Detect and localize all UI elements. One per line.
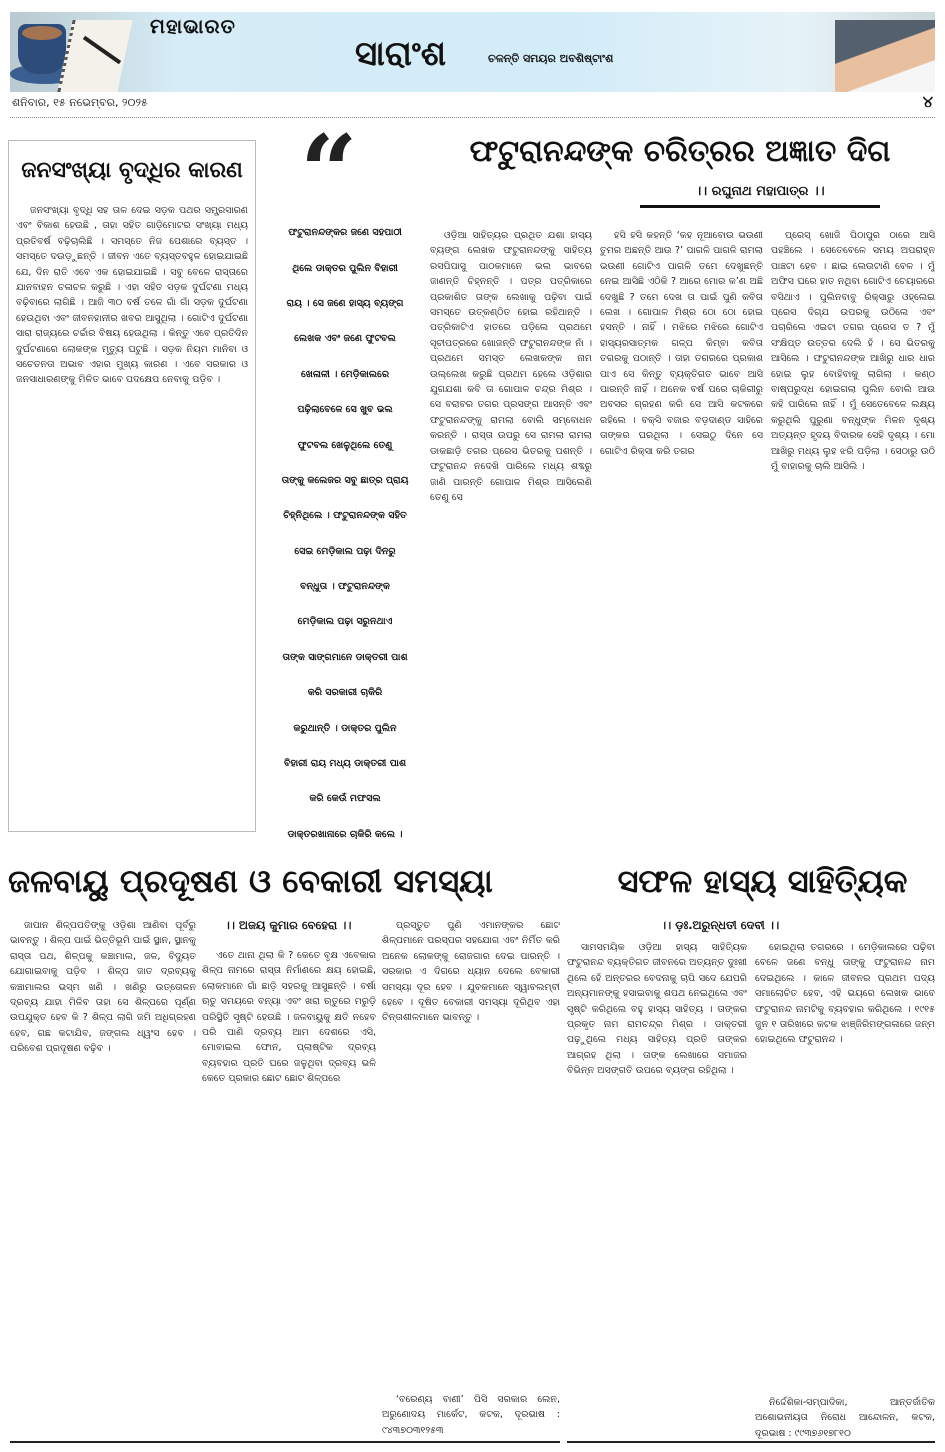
pull-quote-line: ଥିଲେ ଡାକ୍ତର ପୁଲିନ ବିହାରୀ — [292, 262, 398, 274]
divider — [10, 117, 935, 118]
bottom-right-headline: ସଫଳ ହାସ୍ୟ ସାହିତ୍ୟିକ — [617, 862, 908, 900]
bottom-left-column-2: ଏତେ ଥାନା ଥିଲା କି ? କେତେ ବୃକ୍ଷ ଏବେକାର ଶିଳ୍ପ ନାମରେ ରାସ୍ତା ନିର୍ମାଣରେ କ୍ଷୟ ହୋଇଛି, ଲୋକମାନେ ଗାଁ ଛାଡ଼ି ସହରକୁ ଆସୁଛନ୍ତି । ବର୍ଷା ଋତୁ ସମୟରେ ବନ୍ୟା ଏବଂ ଖରା ଋତୁରେ ମରୁଡ଼ି ପରିସ୍ଥିତି ସୃଷ୍ଟି ହେଉଛି । ଜଳବାୟୁକୁ କ୍ଷତି ନହେବ ପରି ପାଣି ଦ୍ରବ୍ୟ ଆମ ଦେଶରେ ଏସି, ମୋବାଇଲ ଫୋନ, ପ୍ଲାଷ୍ଟିକ ଦ୍ରବ୍ୟ ବ୍ୟବହାର ପ୍ରତି ଘରେ ଜଳୁଥିବା ଦ୍ରବ୍ୟ ଭଳି କେତେ ପ୍ରକାର ଛୋଟ ଛୋଟ ଶିଳ୍ପରେ — [202, 950, 376, 1085]
main-article-byline: ।। ରଘୁନାଥ ମହାପାତ୍ର ।। — [640, 184, 880, 208]
pull-quote-line: ଫୁଟବଲ ଖେଳୁଥିଲେ ତେଣୁ — [297, 439, 393, 451]
bottom-right-column-2: ହୋଇଥିଲା ତଗରରେ । ମେଡ଼ିକାଲରେ ପଢ଼ିବା ବେଳେ ଜଣେ ବନ୍ଧୁ ତାଙ୍କୁ ଫଟୁରାନନ୍ଦ ନାମ ଦେଇଥିଲେ । କାଳେ ଜୀବନର ପ୍ରଥମ ପଦ୍ୟ ସମାଲୋଚିତ ହେବ, ଏହି ଭୟରେ ଲେଖକ ଭାବେ ଫଟୁରାନନ୍ଦ ନାମଟିକୁ ବ୍ୟବହାର କରିଥିଲେ । ୧୯୧୫ ଜୁନ ୧ ତାରିଖରେ କଟକ ଝାଞ୍ଜିରିମଙ୍ଗଳାରେ ଜନ୍ମ ହୋଇଥିଲେ ଫଟୁରାନନ୍ଦ । — [755, 942, 935, 1046]
pull-quote-line: ବନ୍ଧୁତା । ଫଟୁରାନନ୍ଦଙ୍କ — [300, 581, 390, 593]
main-article-column-3: ପ୍ରେସ୍ ଖୋଜି ପିଠାପୁର ଠାରେ ଆସି ପହଞ୍ଚିଲେ । ସେତେବେଳେ ସମୟ ଅପରାହ୍ନ ପାଞ୍ଚଟା ହେବ । ଛାଇ ଲେଉଟାଣି ବେଳ । ମୁଁ ଅଫିସ ଘରେ ହାତ ନଥିବା ଗୋଟିଏ ଚେୟାରରେ ବସିଥାଏ । ପୁଲିନବାବୁ ରିକ୍ସାରୁ ଓହ୍ଲେଇ ପ୍ରେସ ଦିଗ୍ଯ ଉପରକୁ ଉଠିଲେ ଏବଂ ପଚାରିଲେ ଏଇଟା ତଗର ପ୍ରେସ ତ ? ମୁଁ ସଂକ୍ଷିପ୍ତ ଉତ୍ତର ଦେଲି ହଁ । ସେ ଭିତରକୁ ଆସିଲେ । ଫଟୁରାନନ୍ଦଙ୍କ ଆଖିରୁ ଧାର ଧାର ହୋଇ ଲୁହ ବୋହିବାକୁ ଲାଗିଲା । କଣ୍ଠ ବାଷ୍ପରୁଦ୍ଧ ହୋଇଗଲା ପୁଲିନ ବୋଲି ଆଉ କହି ପାରିଲେ ନାହିଁ । ମୁଁ ସେତେବେଳେ ଲକ୍ଷ୍ୟ କରୁଥିଲି ପୁରୁଣା ବନ୍ଧୁଙ୍କ ମିଳନ ଦୃଶ୍ୟ ଅତ୍ୟନ୍ତ ହୃଦୟ ବିଦାରକ ସେହି ଦୃଶ୍ୟ । ମୋ ଆଖିରୁ ମଧ୍ୟ ଲୁହ ଝରି ପଡ଼ିଲା । ସେଠାରୁ ଉଠି ମୁଁ ବାହାରକୁ ଚାଲି ଆସିଲି । — [771, 230, 935, 473]
left-article-body: ଜନସଂଖ୍ୟା ବୃଦ୍ଧି ସହ ତାଳ ଦେଇ ସଡ଼କ ପଥର ସମ୍ପ୍ରସାରଣ ଏବଂ ବିକାଶ ହେଉଛି , ତାହା ସହିତ ଗାଡ଼ିମୋଟର ସଂଖ୍ୟା ମଧ୍ୟ ପ୍ରତିବର୍ଷ ବଢ଼ିଚାଲିଛି । ସମସ୍ତେ ନିଜ ପେଶାରେ ବ୍ୟସ୍ତ । ସମସ୍ତେ ଦଉଡ଼ୁଛନ୍ତି । ଜୀବନ ଏତେ ବ୍ୟସ୍ତବହୁଳ ହୋଇଯାଇଛି ଯେ, ଦିନ ରାତି ଏବେ ଏକ ହୋଇଯାଇଛି । ସବୁ ବେଳେ ରାସ୍ତାରେ ଯାନବାହନ ଚଳାଚଳ କରୁଛି । ଏହା ସହିତ ସଡ଼କ ଦୁର୍ଘଟଣା ମଧ୍ୟ ବଢ଼ିବାରେ ଲାଗିଛି । ଆଜି ୩୦ ବର୍ଷ ତଳେ ଗାଁ ଗାଁ ସଡ଼କ ଦୁର୍ଘଟଣା ହେଉଥିବା ଏବଂ ଜୀବନହାନୀର ଖବର ଆସୁଥିଲା । ଗୋଟିଏ ଦୁର୍ଘଟଣା ସାରା ରାଜ୍ୟରେ ଚର୍ଚ୍ଚାର ବିଷୟ ହେଉଥିଲା । କିନ୍ତୁ ଏବେ ପ୍ରତିଦିନ ଦୁର୍ଘଟଣାରେ ଲୋକଙ୍କ ମୃତ୍ୟୁ ଘଟୁଛି । ସଡ଼କ ନିୟମ ମାନିବା ଓ ସଚେତନତା ଅଭାବ ଏହାର ମୁଖ୍ୟ କାରଣ । ଏବେ ସରକାର ଓ ଜନସାଧାରଣଙ୍କୁ ମିଳିତ ଭାବେ ପଦକ୍ଷେପ ନେବାକୁ ପଡ଼ିବ । — [16, 205, 248, 386]
bottom-right-author-address: ନିର୍ଦ୍ଦେଶିକା-ସମ୍ପାଦିକା, ଆନ୍ତର୍ଜାତିକ ଅଶୋଭନୀୟତା ନିରୋଧ ଆନ୍ଦୋଳନ, କଟକ, ଦୂରଭାଷ : ୯୯୩୭୬୧୭୮୧୦ — [755, 1397, 935, 1439]
main-article-column-2: ହସି ହସି କହନ୍ତି ‘କହ ନୂଆବୋଉ ଭଉଣୀ ତୁମର ଅଛନ୍ତି ଆଉ ?’ ପାଗଳି ପାଗଳି ରାମଲା ଭଉଣୀ ଗୋଟିଏ ପାଗଳି ତମେ ଦେଖୁଛନ୍ତି ନେଇ ଆସିଛି ଏଠିକି ? ଆରେ ମୋର କ’ଣ ଅଛି ଦେଖୁଛି ? ତମେ ଦେଖ ତା ପାଇଁ ପୁଣି କବିତା ଲେଖ । ଗୋପାଳ ମିଶ୍ର ଠୋ ଠୋ ହୋଇ ହସନ୍ତି । ନାହିଁ । ମଝିରେ ମଝିରେ ଗୋଟିଏ ହାସ୍ୟରସାତ୍ମକ ଗଳ୍ପ କିମ୍ବା କବିତା ତଗରକୁ ପଠାନ୍ତି । ତାହା ତଗରରେ ପ୍ରକାଶ ପାଏ ସେ କିନ୍ତୁ ବ୍ୟକ୍ତିଗତ ଭାବେ ଆସି ପାରନ୍ତି ନାହିଁ । ଅନେକ ବର୍ଷ ପରେ ଚାକିରୀରୁ ଅବସର ଗ୍ରହଣ କରି ସେ ଆସି କଟକରେ ରହିଲେ । ବକ୍ସି ବଜାର ବଡ଼ଦାଣ୍ଡ ସାହିରେ ତାଙ୍କର ଘରଥିଲା । ସେଇଠୁ ଦିନେ ସେ ଗୋଟିଏ ରିକ୍ସା କରି ତଗର — [600, 230, 763, 457]
section-title: ସାରାଂଶ — [355, 34, 446, 74]
pull-quote-line: କରି କେଉଁ ମଫସଲ — [309, 793, 381, 805]
newspaper-logo: ମହାଭାରତ — [150, 14, 236, 38]
main-article-column-1: ଓଡ଼ିଆ ସାହିତ୍ୟର ପ୍ରଥିତ ଯଶା ହାସ୍ୟ ବ୍ୟଙ୍ଗ ଲେଖକ ଫଟୁରାନନ୍ଦଙ୍କୁ ସାହିତ୍ୟ ରସପିପାସୁ ପାଠକମାନେ ଭଲ ଭାବରେ ଜାଣନ୍ତି ଚିହ୍ନନ୍ତି । ପତ୍ର ପତ୍ରିକାରେ ପ୍ରକାଶିତ ତାଙ୍କ ଲେଖାକୁ ପଢ଼ିବା ପାଇଁ ସମସ୍ତେ ଉତ୍କଣ୍ଠିତ ହୋଇ ରହିଥାନ୍ତି । ପତ୍ରିକାଟିଏ ହାତରେ ପଡ଼ିଲେ ପ୍ରଥମେ ସୂଚୀପତ୍ରରେ ଖୋଜନ୍ତି ଫଟୁରାନନ୍ଦଙ୍କ ନାଁ । ପ୍ରଥମେ ସମସ୍ତ ଲେଖକଙ୍କ ନାମ ଉଲ୍ଲେଖ କରୁଛି ପ୍ରଥମ ହେଲେ ଓଡ଼ିଶାର ଯୁଗଯଶା କବି ତା ଗୋପାଳ ଚନ୍ଦ୍ର ମିଶ୍ର । ସେ ବରାବର ତଗର ପ୍ରସଙ୍ଗ ଆସନ୍ତି ଏବଂ ଫଟୁରାନନ୍ଦଙ୍କୁ ରାମଲା ବୋଲି ସମ୍ବୋଧନ କରନ୍ତି । ରାସ୍ତା ଉପରୁ ସେ ରାମଲା ରାମଲା ଡାକଛାଡ଼ି ତଗର ପ୍ରେସ ଭିତରକୁ ପଶନ୍ତି । ଫଟୁରାନନ୍ଦ ନଦେଖି ପାରିଲେ ମଧ୍ୟ ଶବ୍ଦରୁ ଜାଣି ପାରନ୍ତି ଗୋପାଳ ମିଶ୍ର ଆସିଲେଣି ତେଣୁ ସେ — [430, 230, 592, 503]
main-article-headline: ଫଟୁରାନନ୍ଦଙ୍କ ଚରିତ୍ରର ଅଜ୍ଞାତ ଦିଗ — [469, 134, 891, 169]
date-line: ଶନିବାର, ୧୫ ନଭେମ୍ବର, ୨୦୨୫ — [12, 96, 148, 109]
pull-quote — [270, 215, 420, 840]
left-article-headline: ଜନସଂଖ୍ୟା ବୃଦ୍ଧିର କାରଣ — [21, 158, 243, 183]
bottom-right-byline: ।। ଡ଼ଃ.ଅରୁନ୍ଧତୀ ଦେବୀ ।। — [660, 918, 780, 932]
pull-quote-line: ଫଟୁରାନନ୍ଦଙ୍କର ଜଣେ ସହପାଠୀ — [288, 227, 402, 239]
pull-quote-line: ସେଇ ମେଡ଼ିକାଲ ପଢ଼ା ଦିନରୁ — [294, 545, 396, 557]
bottom-right-column-1: ସାମସମୟିକ ଓଡ଼ିଆ ହାସ୍ୟ ସାହିତ୍ୟିକ ଫଟୁରାନନ୍ଦ ବ୍ୟକ୍ତିଗତ ଜୀବନରେ ଅତ୍ୟନ୍ତ ଦୁଃଖୀ ଥିଲେ ହେଁ ଅନ୍ତରର ବେଦନାକୁ ଚାପି ସଦେ ଯେପରି ଅନ୍ୟମାନଙ୍କୁ ହସାଇବାକୁ ଶପଥ ନେଇଥିଲେ ଏବଂ ସୃଷ୍ଟି କରିଥିଲେ ବହୁ ହାସ୍ୟ ସାହିତ୍ୟ । ତାଙ୍କର ପ୍ରକୃତ ନାମ ରାମଚନ୍ଦ୍ର ମିଶ୍ର । ଡାକ୍ତରୀ ପଢ଼ୁଥିଲେ ମଧ୍ୟ ସାହିତ୍ୟ ପ୍ରତି ତାଙ୍କର ଆଗ୍ରହ ଥିଲା । ତାଙ୍କ ଲେଖାରେ ସମାଜର ବିଭିନ୍ନ ଅସଙ୍ଗତି ଉପରେ ବ୍ୟଙ୍ଗ ରହିଥିଲା । — [567, 942, 747, 1077]
divider — [567, 1441, 935, 1443]
pull-quote-line: ଲେଖକ ଏବଂ ଜଣେ ଫୁଟବଲ — [294, 333, 396, 345]
divider — [10, 1441, 560, 1443]
pull-quote-line: ଚିହ୍ନିଥିଲେ । ଫଟୁରାନନ୍ଦଙ୍କ ସହିତ — [283, 510, 407, 522]
pull-quote-line: ମେଡ଼ିକାଲ ପଢ଼ା ସରୁନଥାଏ — [297, 616, 393, 628]
pull-quote-line: କରି ସରକାରୀ ଚାକିରି — [307, 687, 383, 699]
pull-quote-line: ରାୟ । ସେ ଜଣେ ହାସ୍ୟ ବ୍ୟଙ୍ଗ — [286, 297, 404, 309]
writing-hand-image — [835, 20, 935, 92]
pull-quote-line: ତାଙ୍କ ସାଙ୍ଗମାନେ ଡାକ୍ତରୀ ପାଶ — [282, 651, 408, 663]
bottom-left-author-address: ‘ବରେଣ୍ୟ ବାଣୀ’ ପିସି ସରକାର ଲେନ, ଅରୁଣୋଦୟ ମାର୍କେଟ, କଟକ, ଦୂରଭାଷ : ୯୪୩୭୦୩୧୨୫୩ — [382, 1394, 560, 1436]
bottom-left-byline: ।। ଅଜୟ କୁମାର ବେହେରା ।। — [224, 918, 352, 932]
bottom-left-column-1: ଜାପାନ ଶିଳ୍ପପତିଙ୍କୁ ଓଡ଼ିଶା ଆଣିବା ପୂର୍ବରୁ ଭାବନ୍ତୁ । ଶିଳ୍ପ ପାଇଁ ଭିତ୍ତିଭୂମି ପାଇଁ ସ୍ଥାନ, ସ୍ଥାନକୁ ରାସ୍ତା ପଥ, ଶିଳ୍ପକୁ କଞ୍ଚାମାଲ, ଜଳ, ବିଦ୍ୟୁତ ଯୋଗାଇବାକୁ ପଡ଼ିବ । ଶିଳ୍ପ ଜାତ ଦ୍ରବ୍ୟକୁ କଞ୍ଚାମାଲର ଭସ୍ମ ଖଣି । ଖଣିରୁ ଉତ୍ତୋଳନ ଦ୍ରବ୍ୟ ଯାହା ମିଳିବ ତାହା ସେ ଶିଳ୍ପରେ ପୂର୍ଣ୍ଣ ଉପଯୁକ୍ତ ହେବ କି ? ଶିଳ୍ପ ଲାଗି ଜମି ଅଧିଗ୍ରହଣ ହେବ, ଗଛ କଟାଯିବ, ଜଙ୍ଗଲ ଧ୍ୱଂସ ହେବ । ପରିବେଶ ପ୍ରଦୂଷଣ ବଢ଼ିବ । — [10, 920, 196, 1055]
pull-quote-line: ଡାକ୍ତରଖାନାରେ ଚାକିରି କଲେ । — [287, 828, 403, 840]
section-tagline: ଚଳନ୍ତି ସମୟର ଅବଶିଷ୍ଟାଂଶ — [488, 52, 614, 65]
pull-quote-line: ତାଙ୍କୁ କଲେଜର ସବୁ ଛାତ୍ର ପ୍ରାୟ — [281, 474, 409, 486]
pull-quote-line: ବିହାରୀ ରାୟ ମଧ୍ୟ ଡାକ୍ତରୀ ପାଶ — [283, 758, 407, 770]
bottom-left-headline: ଜଳବାୟୁ ପ୍ରଦୂଷଣ ଓ ବେକାରୀ ସମସ୍ୟା — [8, 862, 493, 900]
page-number: ୪ — [922, 92, 933, 111]
bottom-left-column-3: ପ୍ରସ୍ତୁତ ପୁଣି ଏମାନଙ୍କର ଛୋଟ ଶିଳ୍ପମାନେ ପରସ୍ପର ସହଯୋଗ ଏବଂ ନିର୍ମିତ କରି ଅନେକ ଲୋକଙ୍କୁ ରୋଜଗାର ଦେଇ ପାରନ୍ତି । ସରକାର ଏ ଦିଗରେ ଧ୍ୟାନ ଦେଲେ ବେକାରୀ ସମସ୍ୟା ଦୂର ହେବ । ଯୁବକମାନେ ସ୍ୱାବଲମ୍ବୀ ହେବେ । ଦୂଷିତ ବେକାରୀ ସମସ୍ୟା ଦୂରିଥିବ ଏହା ଚିନ୍ତାଶୀଳମାନେ ଭାବନ୍ତୁ । — [382, 920, 560, 1024]
pull-quote-line: ପଢ଼ିଲାବେଳେ ସେ ଖୁବ ଭଲ — [297, 404, 393, 416]
pull-quote-line: କରୁଥାନ୍ତି । ଡାକ୍ତର ପୁଲିନ — [293, 722, 397, 734]
left-article — [8, 140, 256, 832]
notebook-image — [57, 20, 132, 92]
masthead-banner — [10, 12, 935, 92]
coffee-image — [22, 26, 62, 40]
quote-mark-icon: “ — [300, 113, 358, 231]
pull-quote-line: ଖେଳାଳୀ । ମେଡ଼ିକାଲରେ — [300, 368, 390, 380]
